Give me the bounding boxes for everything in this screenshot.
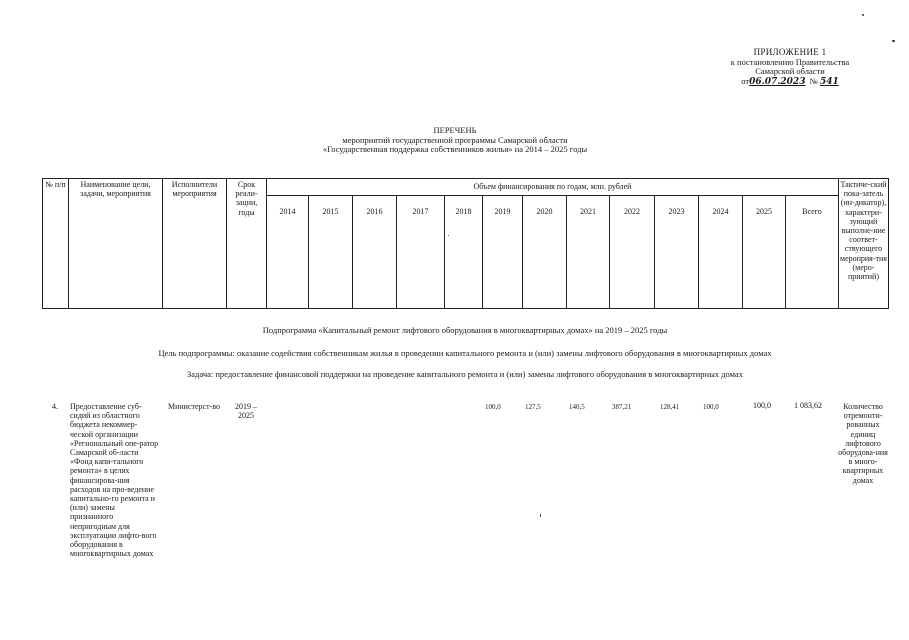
col-header-num: № п/п — [43, 179, 69, 309]
appendix-line-1: к постановлению Правительства — [730, 56, 850, 67]
value-2019: 100,0 — [485, 403, 501, 411]
header-table — [42, 178, 889, 309]
subprogram-title: Подпрограмма «Капитальный ремонт лифтового оборудования в многоквартирных домах» на 2019 – 2025 годы — [262, 325, 668, 335]
total-header: Всего — [786, 196, 839, 309]
scan-speck — [892, 40, 895, 42]
row-indicator: Количество отремонти-рованных единиц лифтового оборудова-ния в много-квартирных домах — [838, 402, 888, 485]
appendix-title: ПРИЛОЖЕНИЕ 1 — [753, 47, 827, 57]
appendix-date-line — [700, 77, 880, 88]
year-header: 2025 — [743, 196, 786, 309]
value-2023: 128,41 — [660, 403, 680, 411]
col-header-executors: Исполнители мероприятия — [163, 179, 227, 309]
col-header-indicator: Тактиче-ский пока-затель (ин-дикатор), характери-зующий выполне-ние соответ-ствующего мероприя-тия (меро-приятий) — [839, 179, 889, 309]
year-header: 2016 — [353, 196, 397, 309]
year-header: 2017 — [397, 196, 445, 309]
year-header: 2019 — [483, 196, 523, 309]
row-number: 4. — [52, 402, 58, 411]
date-value: 06.07.2023 — [749, 76, 806, 87]
col-header-term: Срок реали-зации, годы — [227, 179, 267, 309]
scan-speck — [862, 14, 864, 16]
subprogram-task: Задача: предоставление финансовой поддержки на проведение капитального ремонта и (или) замены лифтового оборудования в многоквартирных домах — [187, 369, 743, 379]
year-header: 2022 — [610, 196, 655, 309]
value-2024: 100,0 — [703, 403, 719, 411]
number-value: 541 — [819, 76, 839, 87]
date-prefix: от — [741, 75, 750, 86]
heading-line-2: «Государственная поддержка собственников жилья» на 2014 – 2025 годы — [322, 144, 588, 155]
heading-line-1: мероприятий государственной программы Самарской области — [342, 134, 568, 145]
year-header: 2023 — [655, 196, 699, 309]
row-measure-name: Предоставление суб-сидий из областного бюджета некоммер-ческой организации «Региональный опе-ратор Самарской об-ласти «Фонд капи-тального ремонта» в целях финансирова-ния расходов на про-ведение капитально-го ремонта и (или) замены признанного непригодным для эксплуатации лифто-вого оборудования в многоквартирных домах — [70, 402, 159, 559]
row-term: 2019 – 2025 — [235, 402, 257, 421]
value-2020: 127,5 — [525, 403, 541, 411]
number-prefix: № — [809, 75, 818, 86]
subprogram-goal: Цель подпрограммы: оказание содействия собственникам жилья в проведении капитального ремонта и (или) замены лифтового оборудования в многоквартирных домах — [158, 348, 772, 358]
value-2022: 387,21 — [612, 403, 632, 411]
col-header-name: Наименование цели, задачи, мероприятия — [69, 179, 163, 309]
scan-speck — [448, 235, 449, 236]
year-header: 2021 — [567, 196, 610, 309]
document-heading — [230, 126, 680, 155]
row-executor: Министерст-во — [168, 402, 220, 411]
year-header: 2014 — [267, 196, 309, 309]
col-header-funding: Объем финансирования по годам, млн. рублей — [267, 179, 839, 196]
year-header: 2020 — [523, 196, 567, 309]
appendix-line-2: Самарской области — [755, 66, 825, 77]
year-header: 2015 — [309, 196, 353, 309]
value-total: 1 083,62 — [794, 401, 822, 410]
value-2025: 100,0 — [753, 401, 771, 410]
appendix-block — [700, 48, 880, 87]
year-header: 2018 — [445, 196, 483, 309]
heading-title: ПЕРЕЧЕНЬ — [433, 125, 477, 135]
value-2021: 140,5 — [569, 403, 585, 411]
scan-speck — [540, 514, 541, 517]
year-header: 2024 — [699, 196, 743, 309]
